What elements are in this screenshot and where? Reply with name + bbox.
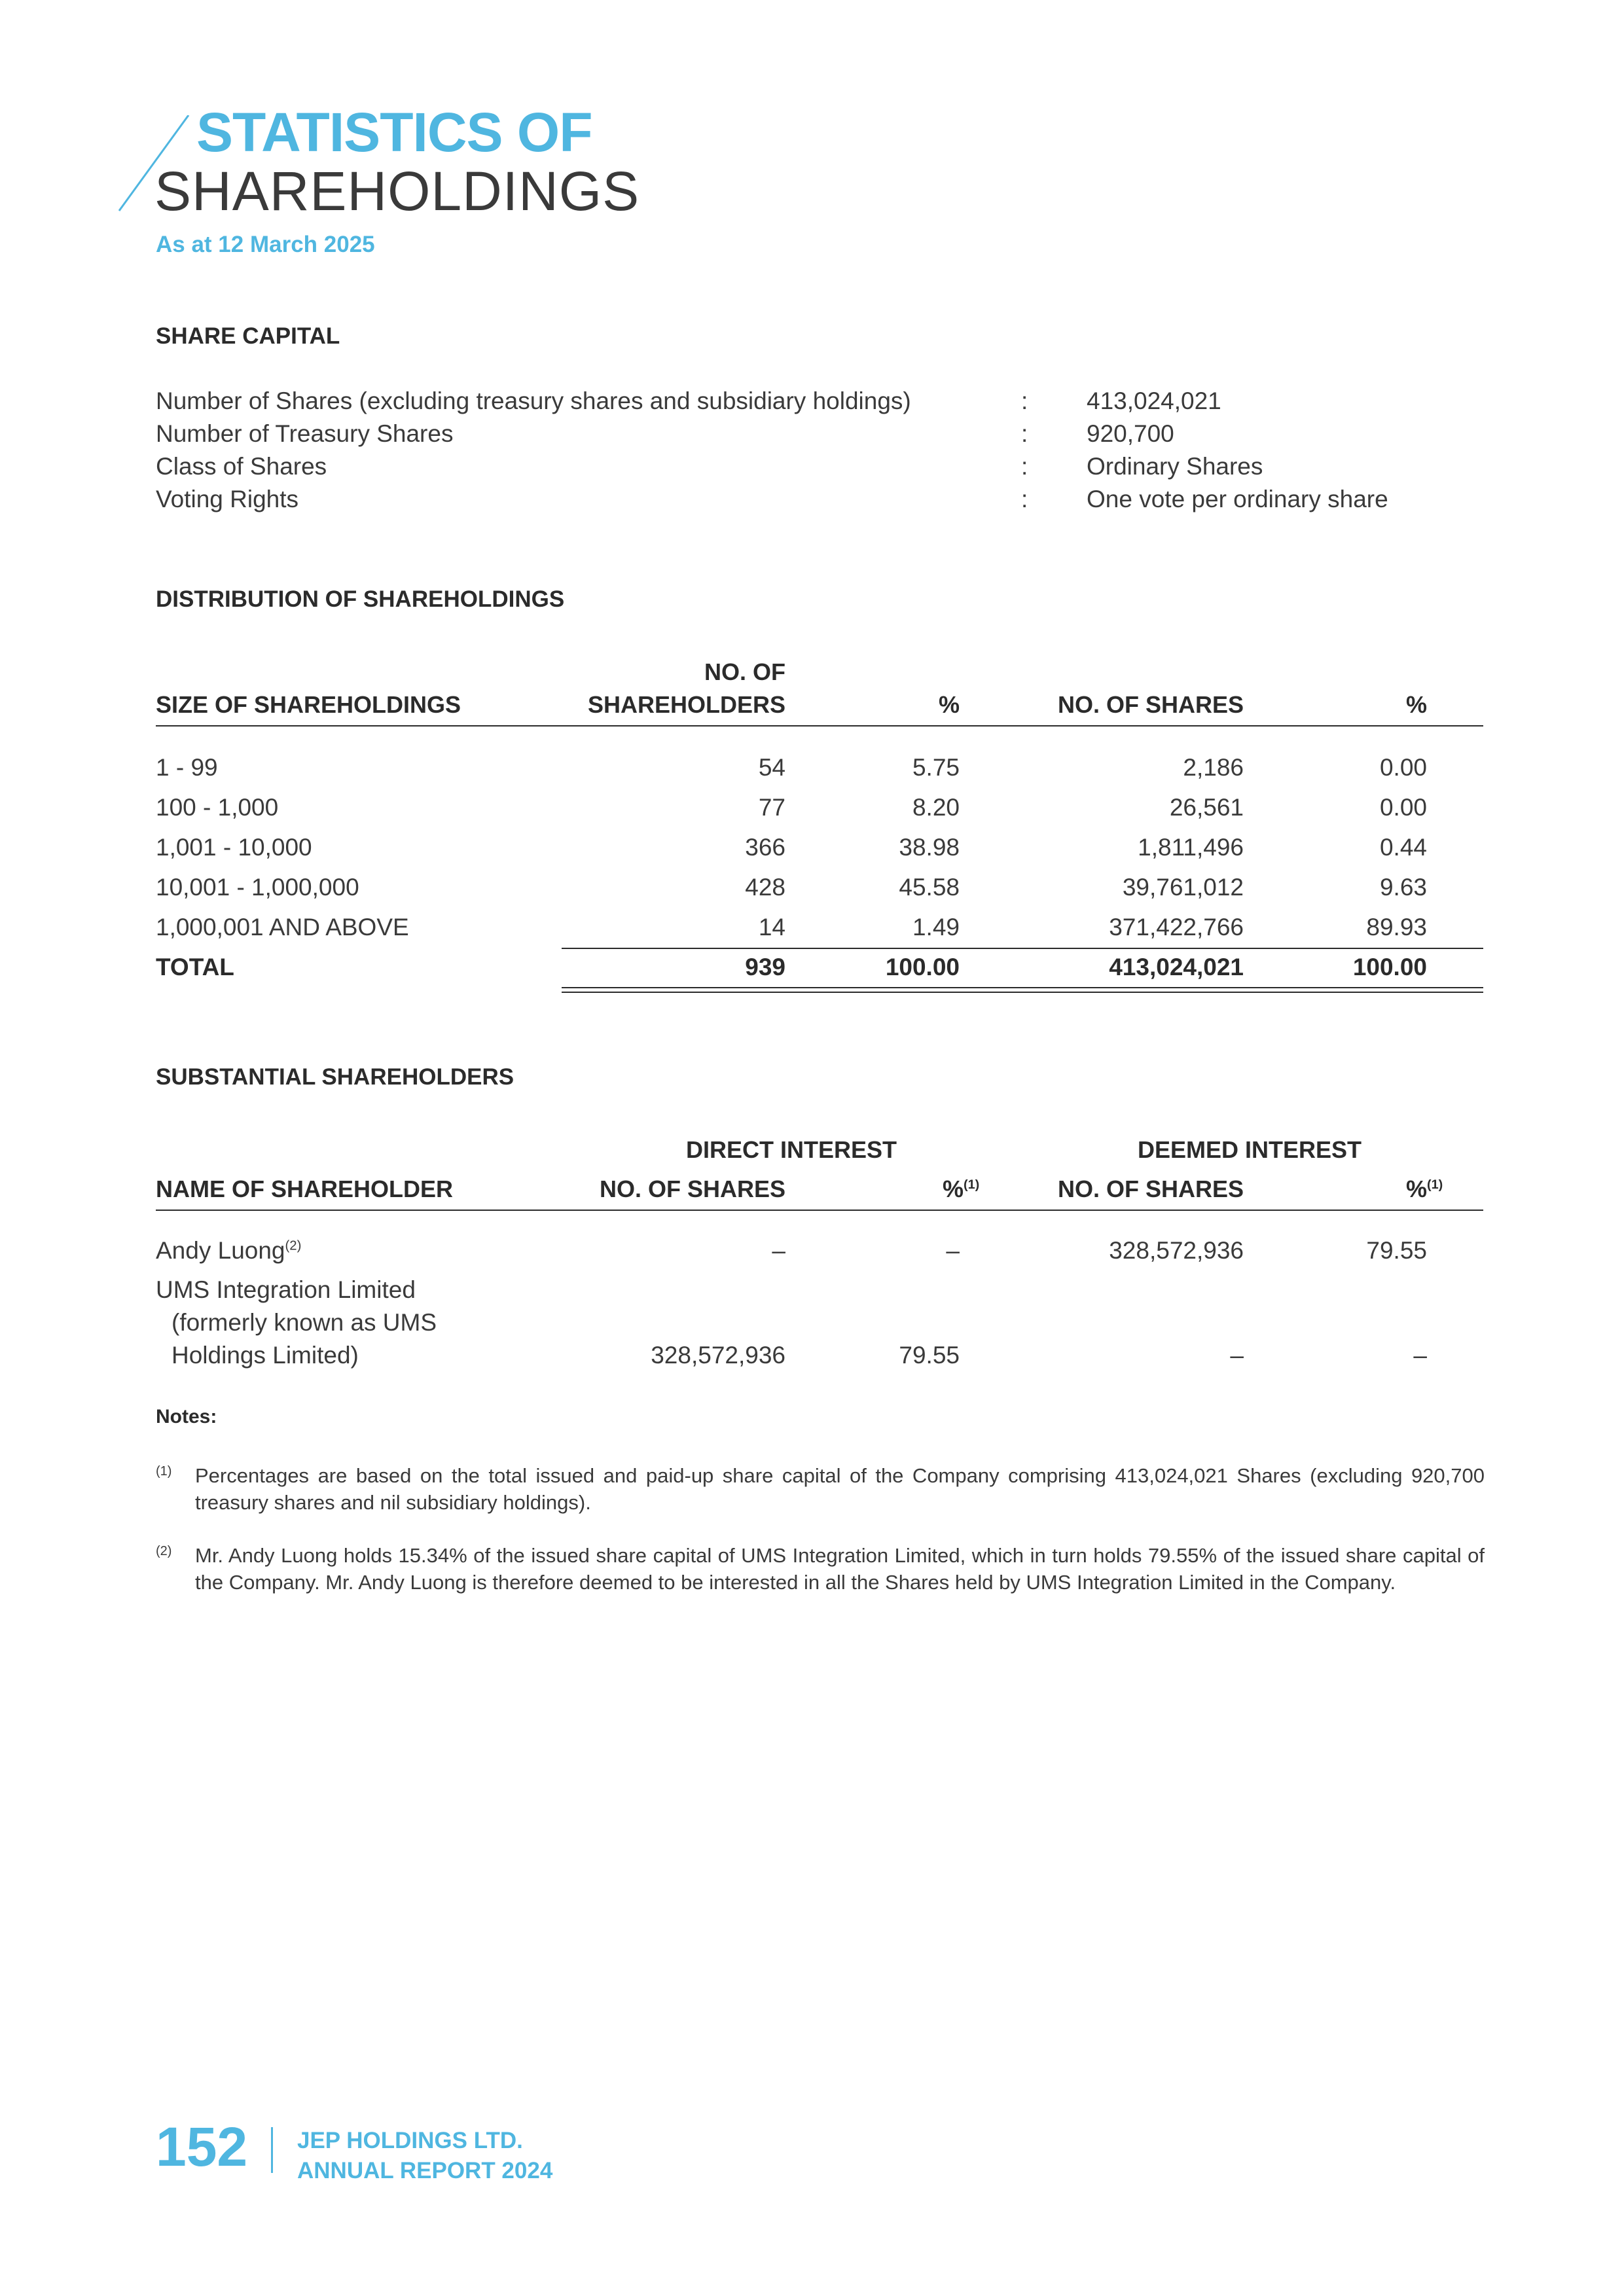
shareholder-name-line2: (formerly known as UMS [171, 1309, 437, 1336]
direct-shares-cell: 328,572,936 [651, 1342, 785, 1369]
direct-pct-cell: – [946, 1237, 960, 1264]
pct-cell: 9.63 [1379, 874, 1427, 901]
substantial-heading: SUBSTANTIAL SHAREHOLDERS [156, 1064, 514, 1090]
shares-cell: 371,422,766 [1109, 914, 1244, 941]
page-title-line1: STATISTICS OF [196, 101, 592, 163]
pct-cell: 5.75 [912, 754, 960, 781]
share-capital-heading: SHARE CAPITAL [156, 323, 340, 349]
size-range-cell: 10,001 - 1,000,000 [156, 874, 359, 901]
share-capital-colon: : [1021, 453, 1028, 480]
deemed-shares-cell: 328,572,936 [1109, 1237, 1244, 1264]
note-ref: (1) [964, 1177, 980, 1192]
footer-report: ANNUAL REPORT 2024 [297, 2158, 553, 2183]
share-capital-colon: : [1021, 420, 1028, 447]
col-header-deemed-pct [1406, 1175, 1443, 1203]
notes-heading: Notes: [156, 1406, 217, 1427]
share-capital-label: Number of Treasury Shares [156, 420, 454, 447]
holders-cell: 366 [745, 834, 785, 861]
pct-cell: 0.00 [1379, 794, 1427, 821]
holders-cell: 77 [758, 794, 785, 821]
share-capital-label: Voting Rights [156, 486, 299, 512]
share-capital-label: Number of Shares (excluding treasury shares and subsidiary holdings) [156, 387, 911, 414]
direct-interest-header: DIRECT INTEREST [686, 1136, 897, 1163]
share-capital-value: 920,700 [1087, 420, 1174, 447]
pct-cell: 0.00 [1379, 754, 1427, 781]
distribution-heading: DISTRIBUTION OF SHAREHOLDINGS [156, 586, 565, 612]
subtotal-rule [562, 948, 1483, 949]
deemed-pct-cell: – [1413, 1342, 1427, 1369]
share-capital-value: 413,024,021 [1087, 387, 1221, 414]
direct-shares-cell: – [772, 1237, 785, 1264]
share-capital-row [156, 420, 1465, 453]
direct-pct-cell: 79.55 [899, 1342, 960, 1369]
shares-cell: 2,186 [1183, 754, 1244, 781]
col-header-pct: % [1405, 691, 1427, 718]
pct-cell: 0.44 [1379, 834, 1427, 861]
page-title-line2: SHAREHOLDINGS [154, 160, 640, 222]
share-capital-value: Ordinary Shares [1087, 453, 1263, 480]
total-double-rule [562, 992, 1483, 993]
pct-symbol: % [1406, 1175, 1428, 1202]
share-capital-colon: : [1021, 387, 1028, 414]
note-marker: (2) [156, 1544, 172, 1558]
deemed-interest-header: DEEMED INTEREST [1138, 1136, 1362, 1163]
shares-cell: 1,811,496 [1138, 834, 1244, 861]
total-pct: 100.00 [885, 954, 960, 980]
footer-company: JEP HOLDINGS LTD. [297, 2128, 523, 2153]
share-capital-row [156, 453, 1465, 486]
size-range-cell: 1,000,001 AND ABOVE [156, 914, 409, 941]
holders-cell: 54 [758, 754, 785, 781]
size-range-cell: 1,001 - 10,000 [156, 834, 312, 861]
col-header-holders-line2: SHAREHOLDERS [587, 691, 785, 718]
col-header-direct-shares: NO. OF SHARES [599, 1175, 785, 1202]
pct-symbol: % [943, 1175, 964, 1202]
shares-cell: 39,761,012 [1122, 874, 1244, 901]
share-capital-row [156, 387, 1465, 420]
note-text: Percentages are based on the total issued and paid-up share capital of the Company comprising 413,024,021 Shares (excluding 920,700 treasury shares and nil subsidiary holdings). [195, 1464, 1485, 1514]
header-rule [156, 725, 1483, 726]
col-header-size: SIZE OF SHAREHOLDINGS [156, 691, 461, 718]
col-header-direct-pct [943, 1175, 979, 1203]
note-ref: (2) [285, 1238, 302, 1253]
total-holders: 939 [745, 954, 785, 980]
shareholder-name-line3: Holdings Limited) [171, 1342, 359, 1369]
pct-cell: 38.98 [899, 834, 960, 861]
shareholder-name-line1: UMS Integration Limited [156, 1276, 416, 1303]
share-capital-row [156, 486, 1465, 518]
pct-cell: 89.93 [1366, 914, 1427, 941]
as-at-date: As at 12 March 2025 [156, 232, 375, 257]
size-range-cell: 1 - 99 [156, 754, 218, 781]
pct-cell: 1.49 [912, 914, 960, 941]
deemed-shares-cell: – [1230, 1342, 1244, 1369]
share-capital-colon: : [1021, 486, 1028, 512]
share-capital-value: One vote per ordinary share [1087, 486, 1388, 512]
deemed-pct-cell: 79.55 [1366, 1237, 1427, 1264]
footer-divider [271, 2127, 273, 2173]
holders-cell: 428 [745, 874, 785, 901]
note-marker: (1) [156, 1464, 172, 1479]
shareholder-name [156, 1237, 301, 1265]
page-number: 152 [156, 2116, 248, 2178]
share-capital-label: Class of Shares [156, 453, 327, 480]
col-header-deemed-shares: NO. OF SHARES [1057, 1175, 1244, 1202]
note-text: Mr. Andy Luong holds 15.34% of the issued share capital of UMS Integration Limited, which in turn holds 79.55% of the issued share capital of the Company. Mr. Andy Luong is therefore deemed to be interested in all the Shares held by UMS Integration Limited in the Company. [195, 1544, 1485, 1594]
total-double-rule [562, 987, 1483, 988]
pct-cell: 8.20 [912, 794, 960, 821]
size-range-cell: 100 - 1,000 [156, 794, 279, 821]
holders-cell: 14 [758, 914, 785, 941]
shareholder-name-text: Andy Luong [156, 1237, 285, 1264]
total-shares: 413,024,021 [1109, 954, 1244, 980]
total-label: TOTAL [156, 954, 234, 980]
col-header-holders-line1: NO. OF [704, 658, 785, 685]
note-ref: (1) [1427, 1177, 1443, 1192]
col-header-name: NAME OF SHAREHOLDER [156, 1175, 454, 1202]
shares-cell: 26,561 [1169, 794, 1244, 821]
col-header-shares: NO. OF SHARES [1057, 691, 1244, 718]
col-header-pct: % [938, 691, 960, 718]
pct-cell: 45.58 [899, 874, 960, 901]
total-pct: 100.00 [1352, 954, 1427, 980]
header-rule [156, 1210, 1483, 1211]
